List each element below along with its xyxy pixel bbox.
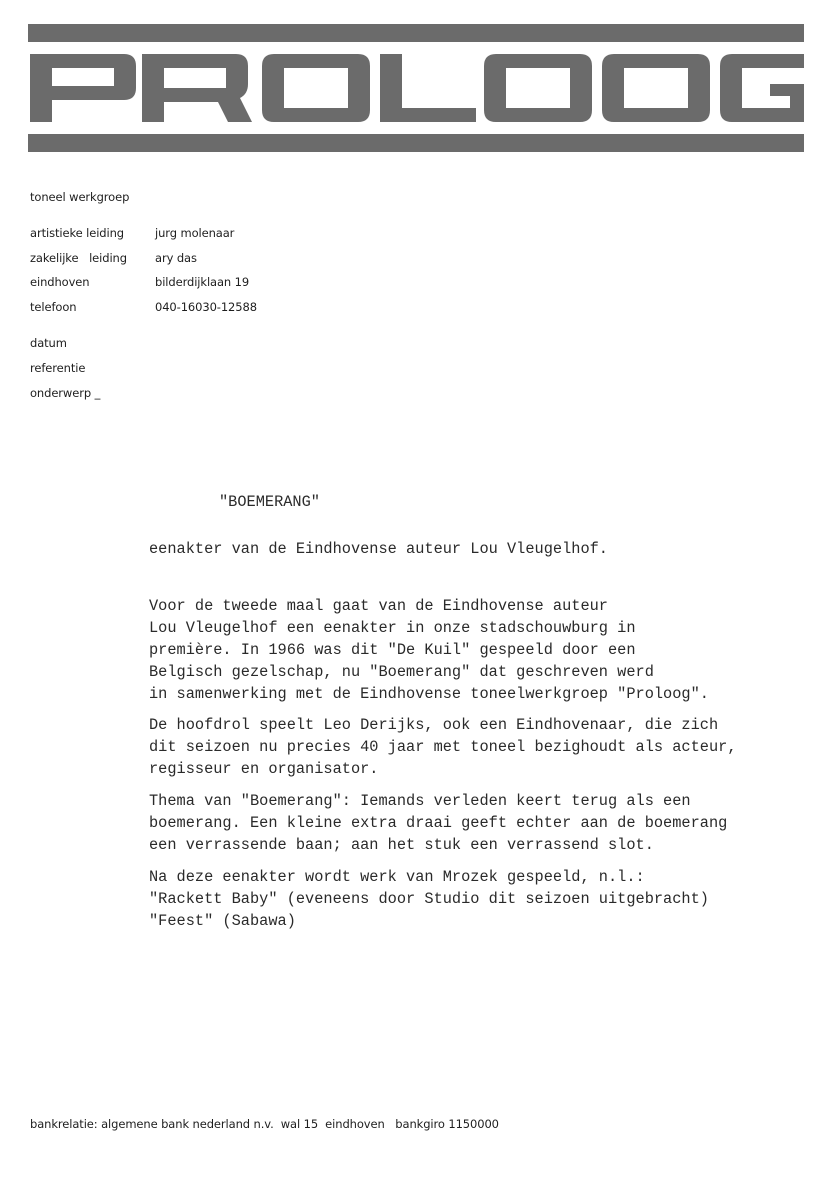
paragraph-line: dit seizoen nu precies 40 jaar met toneel bezighoudt als acteur, bbox=[149, 738, 737, 756]
proloog-logo bbox=[28, 24, 804, 152]
paragraph-line: Thema van "Boemerang": Iemands verleden keert terug als een bbox=[149, 792, 691, 810]
field-label-city: eindhoven bbox=[30, 275, 90, 289]
paragraph-line: Na deze eenakter wordt werk van Mrozek gespeeld, n.l.: bbox=[149, 868, 645, 886]
meta-subject-label: onderwerp _ bbox=[30, 386, 101, 400]
field-value-address: bilderdijklaan 19 bbox=[155, 275, 250, 289]
paragraph-line: "Rackett Baby" (eveneens door Studio dit seizoen uitgebracht) bbox=[149, 890, 709, 908]
logo-bottom-bar bbox=[28, 134, 804, 152]
logo-letter-p bbox=[30, 54, 136, 122]
letter-title: "BOEMERANG" bbox=[219, 493, 320, 511]
proloog-logo-graphic bbox=[28, 24, 804, 152]
logo-top-bar bbox=[28, 24, 804, 42]
paragraph-line: regisseur en organisator. bbox=[149, 760, 379, 778]
paragraph-line: boemerang. Een kleine extra draai geeft echter aan de boemerang bbox=[149, 814, 728, 832]
meta-date-label: datum bbox=[30, 336, 67, 350]
paragraph-2 bbox=[149, 716, 737, 788]
logo-letter-g bbox=[720, 54, 804, 122]
paragraph-3 bbox=[149, 792, 728, 864]
paragraph-line: in samenwerking met de Eindhovense toneelwerkgroep "Proloog". bbox=[149, 685, 709, 703]
paragraph-line: première. In 1966 was dit "De Kuil" gespeeld door een bbox=[149, 641, 636, 659]
logo-letter-o-1 bbox=[262, 54, 370, 122]
field-value-phone: 040-16030-12588 bbox=[155, 300, 257, 314]
paragraph-4 bbox=[149, 868, 709, 940]
meta-reference-label: referentie bbox=[30, 361, 86, 375]
bank-details-footer: bankrelatie: algemene bank nederland n.v. wal 15 eindhoven bankgiro 1150000 bbox=[30, 1117, 499, 1131]
logo-letter-o-3 bbox=[602, 54, 710, 122]
paragraph-line: Belgisch gezelschap, nu "Boemerang" dat geschreven werd bbox=[149, 663, 654, 681]
field-label-phone: telefoon bbox=[30, 300, 77, 314]
field-label-business-direction: zakelijke leiding bbox=[30, 251, 127, 265]
paragraph-line: Voor de tweede maal gaat van de Eindhovense auteur bbox=[149, 597, 608, 615]
paragraph-line: De hoofdrol speelt Leo Derijks, ook een Eindhovenaar, die zich bbox=[149, 716, 719, 734]
logo-letter-r bbox=[142, 54, 252, 122]
field-value-business-direction: ary das bbox=[155, 251, 197, 265]
logo-letter-l bbox=[380, 54, 476, 122]
field-label-artistic-direction: artistieke leiding bbox=[30, 226, 124, 240]
field-value-artistic-direction: jurg molenaar bbox=[155, 226, 235, 240]
logo-letter-o-2 bbox=[484, 54, 592, 122]
letter-subtitle: eenakter van de Eindhovense auteur Lou Vleugelhof. bbox=[149, 540, 608, 558]
paragraph-line: "Feest" (Sabawa) bbox=[149, 912, 296, 930]
paragraph-line: Lou Vleugelhof een eenakter in onze stadschouwburg in bbox=[149, 619, 636, 637]
paragraph-1 bbox=[149, 597, 709, 705]
organisation-subtitle: toneel werkgroep bbox=[30, 190, 130, 204]
paragraph-line: een verrassende baan; aan het stuk een verrassend slot. bbox=[149, 836, 654, 854]
